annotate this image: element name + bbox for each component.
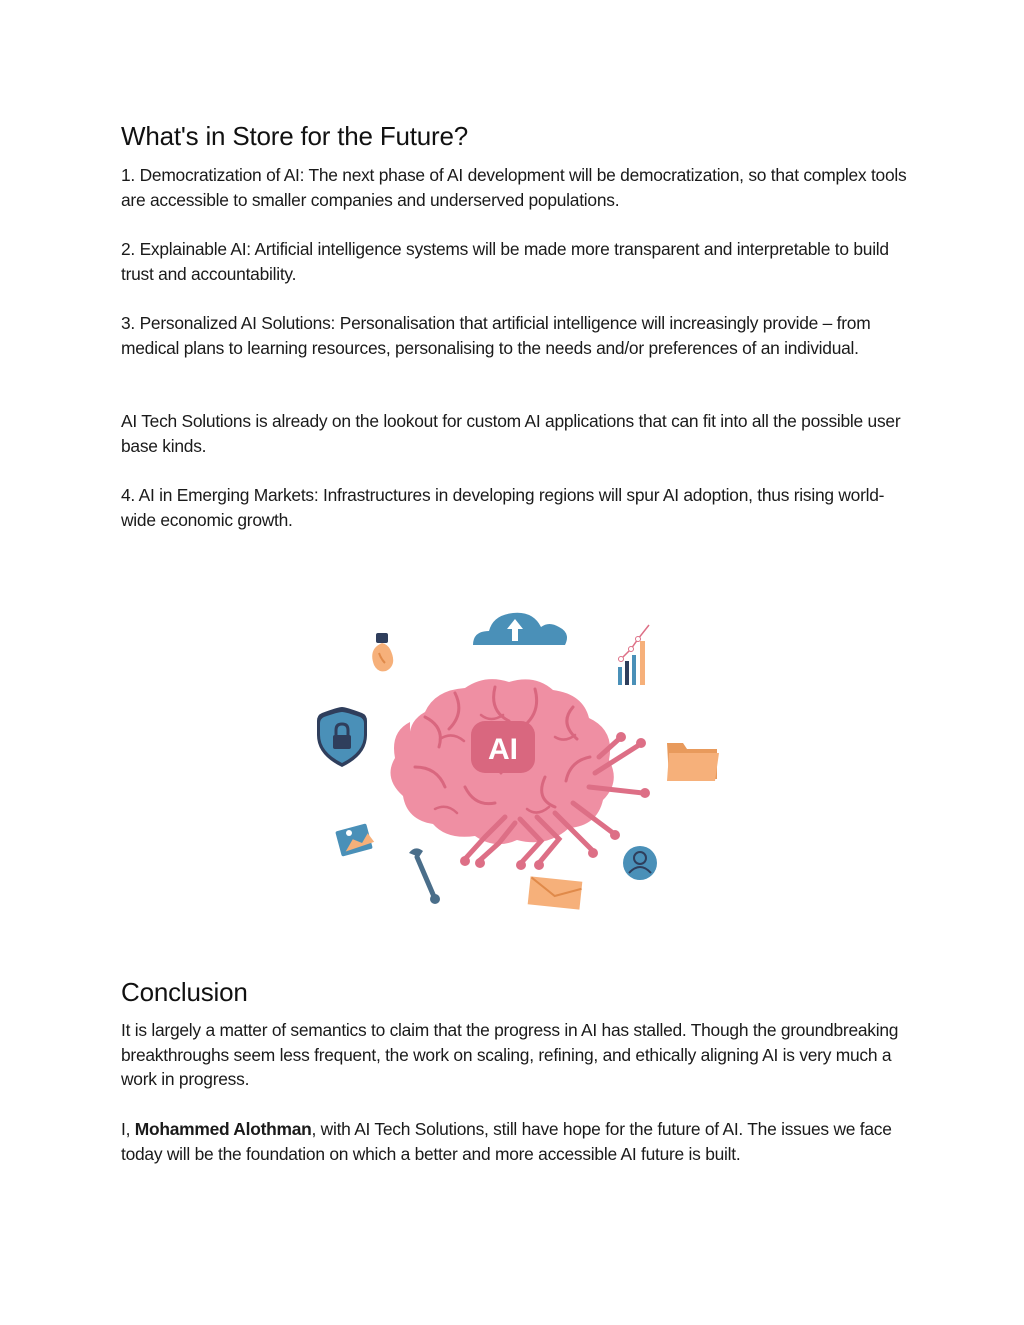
user-icon <box>623 846 657 880</box>
ai-badge <box>471 721 535 773</box>
bar-chart-icon <box>618 625 649 685</box>
envelope-icon <box>528 876 583 909</box>
paragraph-ai-tech-solutions: AI Tech Solutions is already on the lookout for custom AI applications that can fit into all the possible user base kinds. <box>121 411 901 456</box>
shield-lock-icon <box>317 707 367 767</box>
cloud-upload-icon <box>473 613 567 645</box>
paragraph-personalized-ai: 3. Personalized AI Solutions: Personalisation that artificial intelligence will increasingly provide – from medical plans to learning resources, personalising to the needs and/or preferences of an individual. <box>121 313 871 358</box>
author-prefix: I, <box>121 1119 135 1139</box>
image-icon <box>335 823 375 856</box>
author-name: Mohammed Alothman <box>134 1119 312 1139</box>
section-heading-conclusion: Conclusion <box>121 977 248 1007</box>
ai-badge-text: AI <box>488 733 518 766</box>
paragraph-emerging-markets: 4. AI in Emerging Markets: Infrastructures in developing regions will spur AI adoption, thus rising world-wide economic growth. <box>121 485 885 530</box>
author-suffix: , with AI Tech Solutions, still have hope for the future of AI. The issues we face today will be the foundation on which a better and more accessible AI future is built. <box>121 1119 892 1164</box>
paragraph-democratization: 1. Democratization of AI: The next phase of AI development will be democratization, so that complex tools are accessible to smaller companies and underserved populations. <box>121 165 907 210</box>
paragraph-conclusion: It is largely a matter of semantics to claim that the progress in AI has stalled. Though the groundbreaking breakthroughs seem less frequent, the work on scaling, refining, and ethically aligning AI is very much a work in progress. <box>121 1020 899 1089</box>
folder-icon <box>667 743 719 781</box>
section-heading-future: What's in Store for the Future? <box>121 121 469 151</box>
wrench-icon <box>409 848 440 904</box>
paragraph-author <box>121 1117 911 1166</box>
ai-brain-illustration <box>305 597 730 917</box>
paragraph-explainable-ai: 2. Explainable AI: Artificial intelligence systems will be made more transparent and interpretable to build trust and accountability. <box>121 239 889 284</box>
lightbulb-icon <box>372 633 393 671</box>
